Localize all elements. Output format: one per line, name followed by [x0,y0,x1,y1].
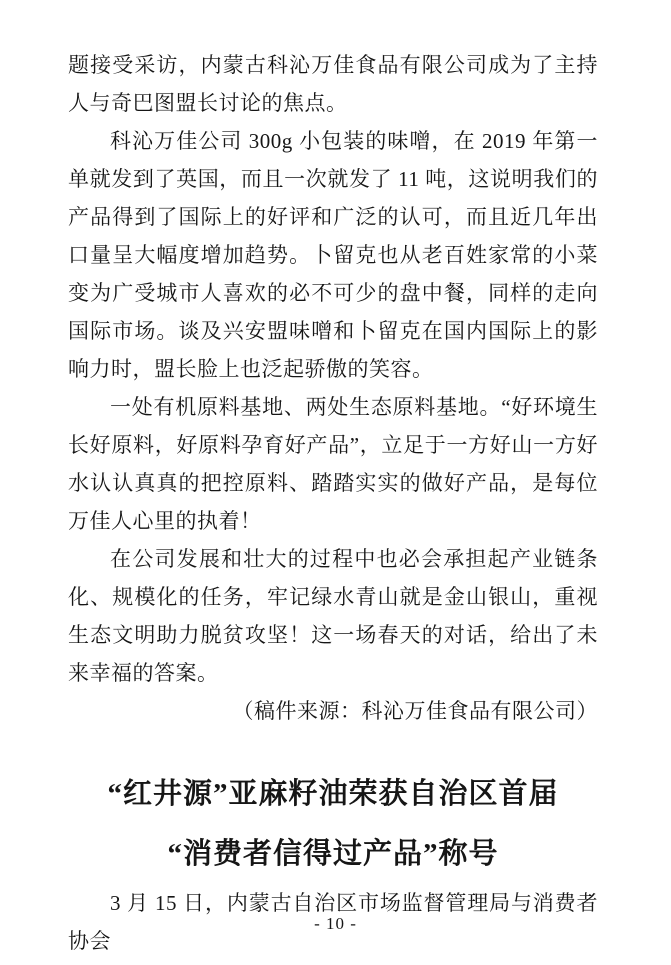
article1-paragraph-3: 一处有机原料基地、两处生态原料基地。“好环境生长好原料，好原料孕育好产品”，立足于一方好山一方好水认认真真的把控原料、踏踏实实的做好产品，是每位万佳人心里的执着！ [68,395,598,533]
article2-paragraph-1: 3 月 15 日，内蒙古自治区市场监督管理局与消费者协会 [68,891,598,953]
article2-title-line2: “消费者信得过产品”称号 [167,838,499,870]
article2-title-line1: “红井源”亚麻籽油荣获自治区首届 [107,778,559,810]
article1-paragraph-2: 科沁万佳公司 300g 小包装的味噌，在 2019 年第一单就发到了英国，而且一次就发了 11 吨，这说明我们的产品得到了国际上的好评和广泛的认可，而且近几年出口量呈大幅度增加趋势。卜留克也从老百姓家常的小菜变为广受城市人喜欢的必不可少的盘中餐，同样的走向国际市场。谈及兴安盟味噌和卜留克在国内国际上的影响力时，盟长脸上也泛起骄傲的笑容。 [68,129,598,381]
page-number: - 10 - [314,914,357,933]
article2-title [68,764,598,884]
article1-paragraph-4: 在公司发展和壮大的过程中也必会承担起产业链条化、规模化的任务，牢记绿水青山就是金山银山，重视生态文明助力脱贫攻坚！这一场春天的对话，给出了未来幸福的答案。 [68,547,598,685]
article1-paragraph-continuation: 题接受采访，内蒙古科沁万佳食品有限公司成为了主持人与奇巴图盟长讨论的焦点。 [68,53,598,115]
document-content [68,46,598,960]
article1-source-attribution: （稿件来源：科沁万佳食品有限公司） [232,699,598,723]
